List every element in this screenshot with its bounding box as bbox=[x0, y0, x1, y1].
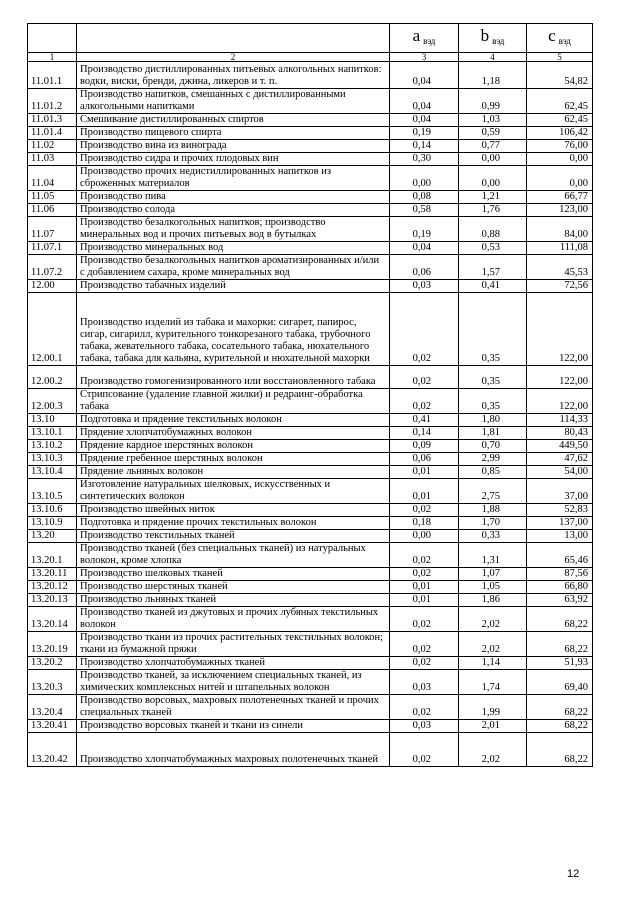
code-cell: 11.07.1 bbox=[28, 242, 77, 255]
table-row bbox=[28, 217, 593, 242]
table-row bbox=[28, 594, 593, 607]
code-cell: 13.10.2 bbox=[28, 440, 77, 453]
coef-a-cell: 0,02 bbox=[390, 543, 459, 568]
column-index-3: 3 bbox=[390, 53, 459, 62]
table-row bbox=[28, 440, 593, 453]
column-index-row bbox=[28, 53, 593, 62]
code-cell: 13.20.1 bbox=[28, 543, 77, 568]
header-col-a-sub: вэд bbox=[423, 35, 436, 46]
activity-name-cell: Производство тканей, за исключением специальных тканей, из химических комплексных нитей и штапельных волокон bbox=[77, 670, 390, 695]
coef-c-cell: 0,00 bbox=[527, 166, 593, 191]
coef-c-cell: 122,00 bbox=[527, 293, 593, 366]
activity-name-cell: Производство ворсовых тканей и ткани из синели bbox=[77, 720, 390, 733]
table-row bbox=[28, 366, 593, 389]
header-row bbox=[28, 24, 593, 53]
coef-b-cell: 1,57 bbox=[459, 255, 527, 280]
coef-a-cell: 0,04 bbox=[390, 242, 459, 255]
code-cell: 13.10.4 bbox=[28, 466, 77, 479]
coef-b-cell: 1,74 bbox=[459, 670, 527, 695]
code-cell: 12.00.2 bbox=[28, 366, 77, 389]
activity-name-cell: Производство тканей из джутовых и прочих лубяных текстильных волокон bbox=[77, 607, 390, 632]
code-cell: 13.10.3 bbox=[28, 453, 77, 466]
activity-name-cell: Производство льняных тканей bbox=[77, 594, 390, 607]
table-row bbox=[28, 242, 593, 255]
coef-c-cell: 0,00 bbox=[527, 153, 593, 166]
table-row bbox=[28, 479, 593, 504]
coef-b-cell: 2,99 bbox=[459, 453, 527, 466]
table-row bbox=[28, 670, 593, 695]
activity-name-cell: Подготовка и прядение прочих текстильных волокон bbox=[77, 517, 390, 530]
activity-name-cell: Производство хлопчатобумажных махровых полотенечных тканей bbox=[77, 733, 390, 767]
code-cell: 11.07.2 bbox=[28, 255, 77, 280]
coef-b-cell: 0,41 bbox=[459, 280, 527, 293]
activity-name-cell: Производство вина из винограда bbox=[77, 140, 390, 153]
code-cell: 13.10.9 bbox=[28, 517, 77, 530]
coef-c-cell: 47,62 bbox=[527, 453, 593, 466]
table-row bbox=[28, 89, 593, 114]
table-row bbox=[28, 695, 593, 720]
coef-a-cell: 0,02 bbox=[390, 293, 459, 366]
coef-c-cell: 111,08 bbox=[527, 242, 593, 255]
coef-b-cell: 0,00 bbox=[459, 153, 527, 166]
code-cell: 11.01.1 bbox=[28, 62, 77, 89]
coef-a-cell: 0,41 bbox=[390, 414, 459, 427]
coef-c-cell: 137,00 bbox=[527, 517, 593, 530]
table-row bbox=[28, 62, 593, 89]
coef-c-cell: 68,22 bbox=[527, 607, 593, 632]
coef-b-cell: 1,14 bbox=[459, 657, 527, 670]
coef-a-cell: 0,00 bbox=[390, 166, 459, 191]
coef-a-cell: 0,14 bbox=[390, 140, 459, 153]
coef-c-cell: 84,00 bbox=[527, 217, 593, 242]
coef-c-cell: 87,56 bbox=[527, 568, 593, 581]
coef-a-cell: 0,06 bbox=[390, 255, 459, 280]
header-col-b bbox=[459, 24, 527, 53]
coef-b-cell: 1,18 bbox=[459, 62, 527, 89]
coef-c-cell: 114,33 bbox=[527, 414, 593, 427]
coef-a-cell: 0,18 bbox=[390, 517, 459, 530]
coef-b-cell: 0,88 bbox=[459, 217, 527, 242]
code-cell: 11.01.4 bbox=[28, 127, 77, 140]
code-cell: 12.00 bbox=[28, 280, 77, 293]
coef-b-cell: 1,31 bbox=[459, 543, 527, 568]
table-row bbox=[28, 280, 593, 293]
code-cell: 11.01.3 bbox=[28, 114, 77, 127]
table-row bbox=[28, 191, 593, 204]
coef-c-cell: 66,77 bbox=[527, 191, 593, 204]
table-row bbox=[28, 543, 593, 568]
header-code-cell bbox=[28, 24, 77, 53]
table-row bbox=[28, 581, 593, 594]
coef-c-cell: 66,80 bbox=[527, 581, 593, 594]
activity-name-cell: Производство хлопчатобумажных тканей bbox=[77, 657, 390, 670]
coef-b-cell: 0,53 bbox=[459, 242, 527, 255]
coef-c-cell: 76,00 bbox=[527, 140, 593, 153]
coef-b-cell: 0,00 bbox=[459, 166, 527, 191]
header-col-b-label: b bbox=[480, 25, 490, 45]
code-cell: 13.20.2 bbox=[28, 657, 77, 670]
header-name-cell bbox=[77, 24, 390, 53]
activity-name-cell: Производство шерстяных тканей bbox=[77, 581, 390, 594]
activity-name-cell: Производство табачных изделий bbox=[77, 280, 390, 293]
coef-c-cell: 69,40 bbox=[527, 670, 593, 695]
code-cell: 11.07 bbox=[28, 217, 77, 242]
code-cell: 13.20.13 bbox=[28, 594, 77, 607]
coef-a-cell: 0,04 bbox=[390, 62, 459, 89]
coef-a-cell: 0,19 bbox=[390, 127, 459, 140]
coef-a-cell: 0,02 bbox=[390, 657, 459, 670]
code-cell: 13.10.1 bbox=[28, 427, 77, 440]
coef-b-cell: 2,02 bbox=[459, 733, 527, 767]
coef-c-cell: 123,00 bbox=[527, 204, 593, 217]
coef-a-cell: 0,02 bbox=[390, 504, 459, 517]
code-cell: 13.20.41 bbox=[28, 720, 77, 733]
coef-b-cell: 0,35 bbox=[459, 293, 527, 366]
table-row bbox=[28, 568, 593, 581]
table-row bbox=[28, 466, 593, 479]
code-cell: 11.02 bbox=[28, 140, 77, 153]
code-cell: 11.01.2 bbox=[28, 89, 77, 114]
table-row bbox=[28, 530, 593, 543]
coef-b-cell: 1,03 bbox=[459, 114, 527, 127]
coef-c-cell: 122,00 bbox=[527, 389, 593, 414]
coef-c-cell: 68,22 bbox=[527, 632, 593, 657]
coef-c-cell: 54,00 bbox=[527, 466, 593, 479]
code-cell: 13.10.6 bbox=[28, 504, 77, 517]
table-row bbox=[28, 427, 593, 440]
coef-c-cell: 68,22 bbox=[527, 733, 593, 767]
activity-name-cell: Производство ворсовых, махровых полотенечных тканей и прочих специальных тканей bbox=[77, 695, 390, 720]
coef-a-cell: 0,09 bbox=[390, 440, 459, 453]
activity-name-cell: Подготовка и прядение текстильных волокон bbox=[77, 414, 390, 427]
activity-name-cell: Производство солода bbox=[77, 204, 390, 217]
coef-b-cell: 2,02 bbox=[459, 607, 527, 632]
coef-a-cell: 0,02 bbox=[390, 632, 459, 657]
column-index-1: 1 bbox=[28, 53, 77, 62]
coef-a-cell: 0,03 bbox=[390, 280, 459, 293]
coef-b-cell: 1,70 bbox=[459, 517, 527, 530]
coef-b-cell: 0,35 bbox=[459, 389, 527, 414]
table-row bbox=[28, 733, 593, 767]
coef-a-cell: 0,02 bbox=[390, 695, 459, 720]
coef-c-cell: 65,46 bbox=[527, 543, 593, 568]
activity-name-cell: Производство сидра и прочих плодовых вин bbox=[77, 153, 390, 166]
coef-c-cell: 72,56 bbox=[527, 280, 593, 293]
coef-b-cell: 1,05 bbox=[459, 581, 527, 594]
activity-name-cell: Прядение кардное шерстяных волокон bbox=[77, 440, 390, 453]
code-cell: 11.06 bbox=[28, 204, 77, 217]
activity-name-cell: Производство ткани из прочих растительных текстильных волокон; ткани из бумажной пряжи bbox=[77, 632, 390, 657]
coef-a-cell: 0,03 bbox=[390, 670, 459, 695]
coef-b-cell: 2,75 bbox=[459, 479, 527, 504]
coef-b-cell: 0,99 bbox=[459, 89, 527, 114]
coef-a-cell: 0,01 bbox=[390, 479, 459, 504]
table-row bbox=[28, 204, 593, 217]
coef-b-cell: 1,07 bbox=[459, 568, 527, 581]
coef-c-cell: 449,50 bbox=[527, 440, 593, 453]
coef-c-cell: 80,43 bbox=[527, 427, 593, 440]
table-row bbox=[28, 414, 593, 427]
coef-b-cell: 0,59 bbox=[459, 127, 527, 140]
coef-b-cell: 0,35 bbox=[459, 366, 527, 389]
table-row bbox=[28, 453, 593, 466]
column-index-4: 4 bbox=[459, 53, 527, 62]
table-row bbox=[28, 389, 593, 414]
coef-b-cell: 0,77 bbox=[459, 140, 527, 153]
activity-name-cell: Изготовление натуральных шелковых, искусственных и синтетических волокон bbox=[77, 479, 390, 504]
code-cell: 11.05 bbox=[28, 191, 77, 204]
code-cell: 12.00.1 bbox=[28, 293, 77, 366]
code-cell: 13.20 bbox=[28, 530, 77, 543]
activity-name-cell: Производство напитков, смешанных с дистиллированными алкогольными напитками bbox=[77, 89, 390, 114]
activity-name-cell: Производство пищевого спирта bbox=[77, 127, 390, 140]
coef-c-cell: 37,00 bbox=[527, 479, 593, 504]
coef-b-cell: 1,21 bbox=[459, 191, 527, 204]
coef-a-cell: 0,02 bbox=[390, 607, 459, 632]
coef-c-cell: 122,00 bbox=[527, 366, 593, 389]
table-row bbox=[28, 293, 593, 366]
activity-name-cell: Производство гомогенизированного или восстановленного табака bbox=[77, 366, 390, 389]
code-cell: 11.04 bbox=[28, 166, 77, 191]
coef-b-cell: 2,01 bbox=[459, 720, 527, 733]
table-row bbox=[28, 607, 593, 632]
coef-b-cell: 1,80 bbox=[459, 414, 527, 427]
coef-c-cell: 62,45 bbox=[527, 114, 593, 127]
activity-name-cell: Производство пива bbox=[77, 191, 390, 204]
activity-name-cell: Производство безалкогольных напитков; производство минеральных вод и прочих питьевых вод в бутылках bbox=[77, 217, 390, 242]
coef-a-cell: 0,03 bbox=[390, 720, 459, 733]
table-row bbox=[28, 720, 593, 733]
coef-c-cell: 68,22 bbox=[527, 720, 593, 733]
coef-b-cell: 0,85 bbox=[459, 466, 527, 479]
coef-b-cell: 0,33 bbox=[459, 530, 527, 543]
coef-c-cell: 52,83 bbox=[527, 504, 593, 517]
activity-name-cell: Прядение льняных волокон bbox=[77, 466, 390, 479]
code-cell: 12.00.3 bbox=[28, 389, 77, 414]
activity-name-cell: Производство тканей (без специальных тканей) из натуральных волокон, кроме хлопка bbox=[77, 543, 390, 568]
activity-name-cell: Производство безалкогольных напитков ароматизированных и/или с добавлением сахара, кроме минеральных вод bbox=[77, 255, 390, 280]
code-cell: 13.10 bbox=[28, 414, 77, 427]
header-col-c-label: c bbox=[548, 25, 556, 45]
code-cell: 13.20.42 bbox=[28, 733, 77, 767]
coef-b-cell: 1,99 bbox=[459, 695, 527, 720]
activity-name-cell: Производство дистиллированных питьевых алкогольных напитков: водки, виски, бренди, джина, ликеров и т. п. bbox=[77, 62, 390, 89]
coef-b-cell: 2,02 bbox=[459, 632, 527, 657]
coef-c-cell: 106,42 bbox=[527, 127, 593, 140]
coef-a-cell: 0,19 bbox=[390, 217, 459, 242]
table-row bbox=[28, 140, 593, 153]
coef-c-cell: 68,22 bbox=[527, 695, 593, 720]
code-cell: 13.20.11 bbox=[28, 568, 77, 581]
code-cell: 13.20.12 bbox=[28, 581, 77, 594]
coef-a-cell: 0,08 bbox=[390, 191, 459, 204]
coef-c-cell: 13,00 bbox=[527, 530, 593, 543]
table-row bbox=[28, 114, 593, 127]
code-cell: 13.20.4 bbox=[28, 695, 77, 720]
activity-name-cell: Производство текстильных тканей bbox=[77, 530, 390, 543]
coef-a-cell: 0,00 bbox=[390, 530, 459, 543]
coef-a-cell: 0,02 bbox=[390, 366, 459, 389]
coef-c-cell: 54,82 bbox=[527, 62, 593, 89]
coef-a-cell: 0,06 bbox=[390, 453, 459, 466]
coef-b-cell: 1,88 bbox=[459, 504, 527, 517]
table-row bbox=[28, 517, 593, 530]
coef-a-cell: 0,30 bbox=[390, 153, 459, 166]
activity-name-cell: Производство изделий из табака и махорки: сигарет, папирос, сигар, сигарилл, курительного тонкорезаного табака, трубочного табака, жевательного табака, сосательного табака, нюхательного табака, табака для кальяна, курительной и нюхательной махорки bbox=[77, 293, 390, 366]
coef-b-cell: 1,76 bbox=[459, 204, 527, 217]
code-cell: 13.20.19 bbox=[28, 632, 77, 657]
table-row bbox=[28, 504, 593, 517]
coef-a-cell: 0,04 bbox=[390, 114, 459, 127]
code-cell: 13.20.14 bbox=[28, 607, 77, 632]
page-number: 12 bbox=[567, 868, 580, 880]
header-col-c bbox=[527, 24, 593, 53]
coefficients-table bbox=[27, 23, 593, 767]
table-row bbox=[28, 632, 593, 657]
coef-c-cell: 45,53 bbox=[527, 255, 593, 280]
coef-a-cell: 0,01 bbox=[390, 466, 459, 479]
table-row bbox=[28, 127, 593, 140]
activity-name-cell: Стрипсование (удаление главной жилки) и редраинг-обработка табака bbox=[77, 389, 390, 414]
activity-name-cell: Прядение гребенное шерстяных волокон bbox=[77, 453, 390, 466]
activity-name-cell: Смешивание дистиллированных спиртов bbox=[77, 114, 390, 127]
coef-c-cell: 62,45 bbox=[527, 89, 593, 114]
code-cell: 11.03 bbox=[28, 153, 77, 166]
code-cell: 13.10.5 bbox=[28, 479, 77, 504]
coef-a-cell: 0,14 bbox=[390, 427, 459, 440]
table-row bbox=[28, 166, 593, 191]
coef-c-cell: 51,93 bbox=[527, 657, 593, 670]
coef-a-cell: 0,02 bbox=[390, 733, 459, 767]
coef-b-cell: 1,86 bbox=[459, 594, 527, 607]
coef-c-cell: 63,92 bbox=[527, 594, 593, 607]
coef-a-cell: 0,58 bbox=[390, 204, 459, 217]
coef-a-cell: 0,02 bbox=[390, 389, 459, 414]
coef-b-cell: 0,70 bbox=[459, 440, 527, 453]
column-index-5: 5 bbox=[527, 53, 593, 62]
header-col-a-label: a bbox=[412, 25, 421, 45]
activity-name-cell: Производство прочих недистиллированных напитков из сброженных материалов bbox=[77, 166, 390, 191]
activity-name-cell: Производство швейных ниток bbox=[77, 504, 390, 517]
code-cell: 13.20.3 bbox=[28, 670, 77, 695]
column-index-2: 2 bbox=[77, 53, 390, 62]
header-col-b-sub: вэд bbox=[492, 35, 505, 46]
header-col-c-sub: вэд bbox=[558, 35, 571, 46]
table-row bbox=[28, 153, 593, 166]
coef-a-cell: 0,04 bbox=[390, 89, 459, 114]
activity-name-cell: Производство минеральных вод bbox=[77, 242, 390, 255]
coef-a-cell: 0,01 bbox=[390, 594, 459, 607]
header-col-a bbox=[390, 24, 459, 53]
activity-name-cell: Прядение хлопчатобумажных волокон bbox=[77, 427, 390, 440]
table-row bbox=[28, 255, 593, 280]
coef-a-cell: 0,01 bbox=[390, 581, 459, 594]
table-row bbox=[28, 657, 593, 670]
coef-a-cell: 0,02 bbox=[390, 568, 459, 581]
coef-b-cell: 1,81 bbox=[459, 427, 527, 440]
activity-name-cell: Производство шелковых тканей bbox=[77, 568, 390, 581]
